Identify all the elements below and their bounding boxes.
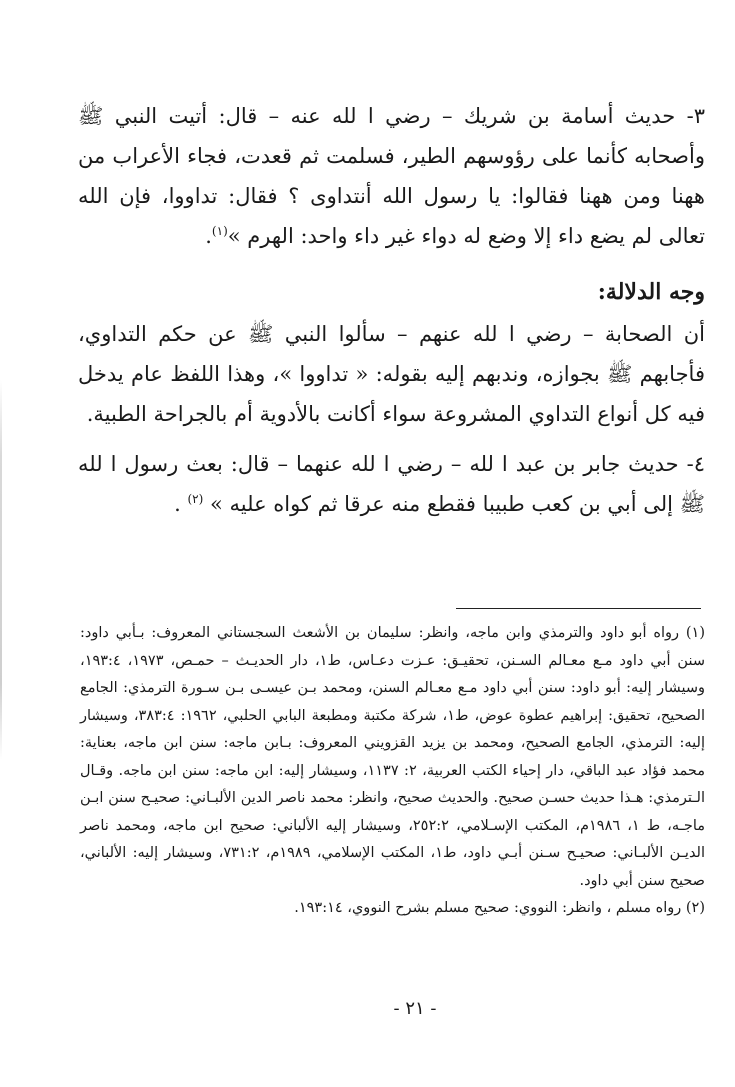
page-number: - ٢١ - (393, 998, 437, 1019)
footnote-separator (456, 608, 701, 609)
footnote-ref-1[interactable]: (١) (211, 224, 228, 238)
paragraph-indication (78, 314, 705, 434)
footnote-1 (80, 620, 705, 895)
paragraph-text: أن الصحابة – رضي ا لله عنهم – سألوا النبي ﷺ عن حكم التداوي، فأجابهم ﷺ بجوازه، وندبهم إليه بقوله: « تداووا »، وهذا اللفظ عام يدخل فيه كل أنواع التداوي المشروعة سواء أكانت بالأدوية أم بالجراحة الطبية. (78, 322, 705, 426)
section-heading: وجه الدلالة: (597, 279, 705, 305)
paragraph-hadith-3 (78, 96, 705, 256)
paragraph-end: . (205, 224, 212, 248)
scan-edge-shadow (0, 380, 2, 760)
footnote-ref-2[interactable]: (٢) (187, 492, 204, 506)
footnotes (80, 620, 705, 923)
footnote-marker: (١) (685, 625, 706, 641)
paragraph-text: ٣- حديث أسامة بن شريك – رضي ا لله عنه – قال: أتيت النبي ﷺ وأصحابه كأنما على رؤوسهم الطير، فسلمت ثم قعدت، فجاء الأعراب من ههنا ومن ههنا فقالوا: يا رسول الله أنتداوى ؟ فقال: تداووا، فإن الله تعالى لم يضع داء إلا وضع له دواء غير داء واحد: الهرم » (78, 104, 705, 248)
paragraph-end: . (174, 492, 181, 516)
paragraph-hadith-4 (78, 444, 705, 524)
footnote-2 (80, 895, 705, 923)
footnote-text: رواه مسلم ، وانظر: النووي: صحيح مسلم بشرح النووي، ١٩٣:١٤. (294, 900, 682, 916)
paragraph-text: ٤- حديث جابر بن عبد ا لله – رضي ا لله عنهما – قال: بعث رسول ا لله ﷺ إلى أبي بن كعب طبيبا فقطع منه عرقا ثم كواه عليه » (78, 452, 705, 516)
footnote-text: رواه أبو داود والترمذي وابن ماجه، وانظر: سليمان بن الأشعث السجستاني المعروف: بـأبي داود: سنن أبي داود مـع معـالم السـنن، تحقيـق: عـزت دعـاس، ط١، دار الحديـث – حمـص، ١٩٧٣، ١٩٣:٤، وسيشار إليه: أبو داود: سنن أبي داود مـع معـالم السنن، ومحمد بـن عيسـى بـن سـورة الترمذي: الجامع الصحيح، تحقيق: إبراهيم عطوة عوض، ط١، شركة مكتبة ومطبعة البابي الحلبي، ١٩٦٢: ٣٨٣:٤، وسيشار إليه: الترمذي، الجامع الصحيح، ومحمد بن يزيد القزويني المعروف: بـابن ماجه: سنن ابن ماجه، بعناية: محمد فؤاد عبد الباقي، دار إحياء الكتب العربية، ٢: ١١٣٧، وسيشار إليه: ابن ماجه: سنن ابن ماجه. وقـال الـترمذي: هـذا حديث حسـن صحيح. والحديث صحيح، وانظر: محمد ناصر الدين الألبـاني: صحيـح سنن ابـن ماجـه، ط ١، ١٩٨٦م، المكتب الإسـلامي، ٢٥٢:٢، وسيشار إليه الألباني: صحيح ابن ماجه، ومحمد ناصر الديـن الألبـاني: صحيـح سـنن أبـي داود، ط١، المكتب الإسلامي، ١٩٨٩م، ٧٣١:٢، وسيشار إليه: الألباني، صحيح سنن أبي داود. (80, 625, 706, 889)
footnote-marker: (٢) (685, 900, 705, 916)
